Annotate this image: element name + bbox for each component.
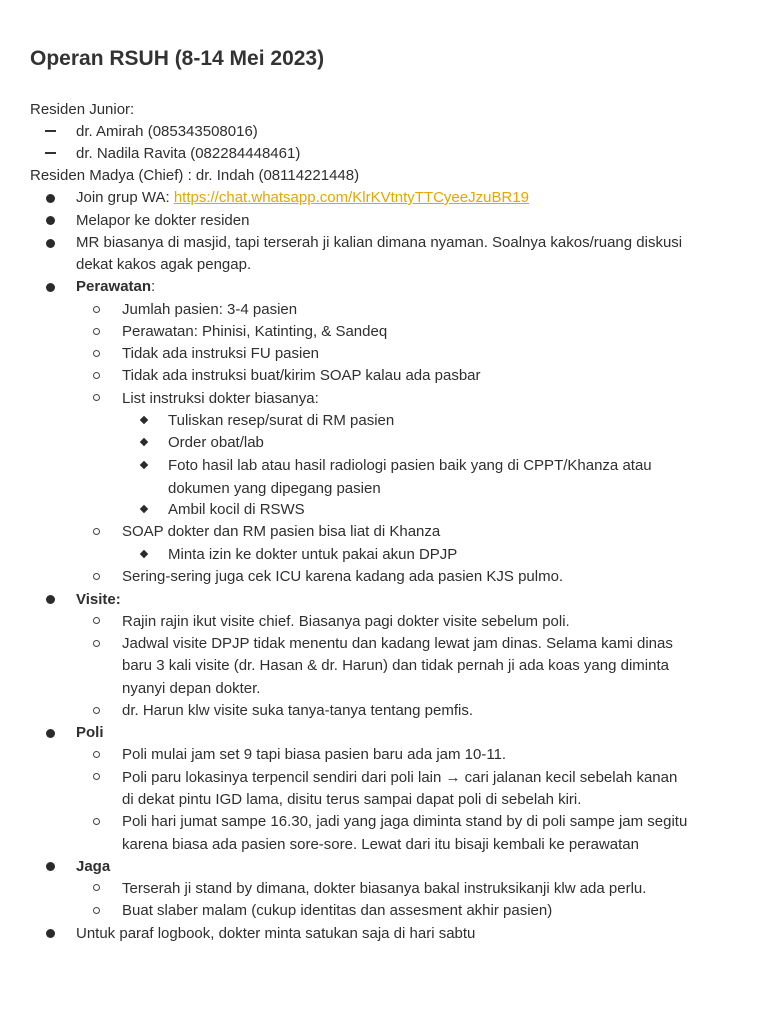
visite-item: dr. Harun klw visite suka tanya-tanya tentang pemfis. [122, 702, 474, 719]
perawatan-item: Sering-sering juga cek ICU karena kadang ada pasien KJS pulmo. [122, 568, 564, 585]
section-poli-heading: Poli [76, 724, 104, 741]
residen-madya: Residen Madya (Chief) : dr. Indah (08114221448) [30, 167, 360, 184]
disc-bullet [46, 929, 55, 938]
perawatan-item: Perawatan: Phinisi, Katinting, & Sandeq [122, 323, 388, 340]
circle-bullet [93, 617, 100, 624]
circle-bullet [93, 372, 100, 379]
perawatan-item: SOAP dokter dan RM pasien bisa liat di Khanza [122, 523, 441, 540]
disc-bullet [46, 216, 55, 225]
instruksi-item: Foto hasil lab atau hasil radiologi pasien baik yang di CPPT/Khanza atau [168, 457, 652, 474]
circle-bullet [93, 573, 100, 580]
junior-item: dr. Nadila Ravita (082284448461) [76, 145, 301, 162]
logbook-item: Untuk paraf logbook, dokter minta satukan saja di hari sabtu [76, 925, 476, 942]
circle-bullet [93, 328, 100, 335]
disc-bullet [46, 729, 55, 738]
dash-bullet [45, 130, 56, 132]
visite-item: Rajin rajin ikut visite chief. Biasanya pagi dokter visite sebelum poli. [122, 613, 570, 630]
join-group-item [76, 187, 529, 209]
perawatan-item: Tidak ada instruksi buat/kirim SOAP kalau ada pasbar [122, 367, 481, 384]
instruksi-item: Tuliskan resep/surat di RM pasien [168, 412, 395, 429]
circle-bullet [93, 707, 100, 714]
dash-bullet [45, 152, 56, 154]
disc-bullet [46, 239, 55, 248]
circle-bullet [93, 907, 100, 914]
jaga-item: Terserah ji stand by dimana, dokter biasanya bakal instruksikanji klw ada perlu. [122, 880, 647, 897]
join-prefix: Join grup WA: [76, 189, 174, 206]
jaga-item: Buat slaber malam (cukup identitas dan assesment akhir pasien) [122, 902, 553, 919]
disc-bullet [46, 283, 55, 292]
residen-junior-label: Residen Junior: [30, 101, 135, 118]
poli-item-continuation: karena biasa ada pasien sore-sore. Lewat dari itu bisaji kembali ke perawatan [122, 836, 639, 853]
poli-item: Poli mulai jam set 9 tapi biasa pasien baru ada jam 10-11. [122, 746, 507, 763]
instruksi-item: Ambil kocil di RSWS [168, 501, 305, 518]
whatsapp-link[interactable]: https://chat.whatsapp.com/KlrKVtntyTTCyeeJzuBR19 [173, 189, 529, 206]
circle-bullet [93, 394, 100, 401]
instruksi-item-continuation: dokumen yang dipegang pasien [168, 480, 381, 497]
bullet-item-continuation: dekat kakos agak pengap. [76, 256, 252, 273]
poli-item: Poli paru lokasinya terpencil sendiri dari poli lain → cari jalanan kecil sebelah kanan [122, 769, 678, 786]
visite-item-continuation: baru 3 kali visite (dr. Hasan & dr. Harun) dan tidak pernah ji ada koas yang diminta [122, 657, 669, 674]
bullet-item: Melapor ke dokter residen [76, 212, 250, 229]
poli-item: Poli hari jumat sampe 16.30, jadi yang jaga diminta stand by di poli sampe jam segitu [122, 813, 688, 830]
disc-bullet [46, 194, 55, 203]
visite-item-continuation: nyanyi depan dokter. [122, 680, 261, 697]
diamond-bullet [140, 550, 148, 558]
circle-bullet [93, 884, 100, 891]
circle-bullet [93, 818, 100, 825]
diamond-bullet [140, 505, 148, 513]
page-title: Operan RSUH (8-14 Mei 2023) [30, 47, 325, 70]
visite-item: Jadwal visite DPJP tidak menentu dan kadang lewat jam dinas. Selama kami dinas [122, 635, 673, 652]
instruksi-item: Order obat/lab [168, 434, 264, 451]
circle-bullet [93, 773, 100, 780]
junior-item: dr. Amirah (085343508016) [76, 123, 258, 140]
soap-subitem: Minta izin ke dokter untuk pakai akun DPJP [168, 546, 458, 563]
bullet-item: MR biasanya di masjid, tapi terserah ji kalian dimana nyaman. Soalnya kakos/ruang diskusi [76, 234, 683, 251]
perawatan-item: Tidak ada instruksi FU pasien [122, 345, 320, 362]
circle-bullet [93, 350, 100, 357]
section-perawatan-heading: Perawatan: [76, 278, 156, 295]
poli-item-continuation: di dekat pintu IGD lama, disitu terus sampai dapat poli di sebelah kiri. [122, 791, 582, 808]
section-visite-heading: Visite: [76, 591, 121, 608]
perawatan-item: List instruksi dokter biasanya: [122, 390, 319, 407]
circle-bullet [93, 528, 100, 535]
circle-bullet [93, 751, 100, 758]
circle-bullet [93, 640, 100, 647]
disc-bullet [46, 862, 55, 871]
diamond-bullet [140, 461, 148, 469]
diamond-bullet [140, 416, 148, 424]
perawatan-item: Jumlah pasien: 3-4 pasien [122, 301, 298, 318]
circle-bullet [93, 306, 100, 313]
section-jaga-heading: Jaga [76, 858, 111, 875]
diamond-bullet [140, 438, 148, 446]
disc-bullet [46, 595, 55, 604]
